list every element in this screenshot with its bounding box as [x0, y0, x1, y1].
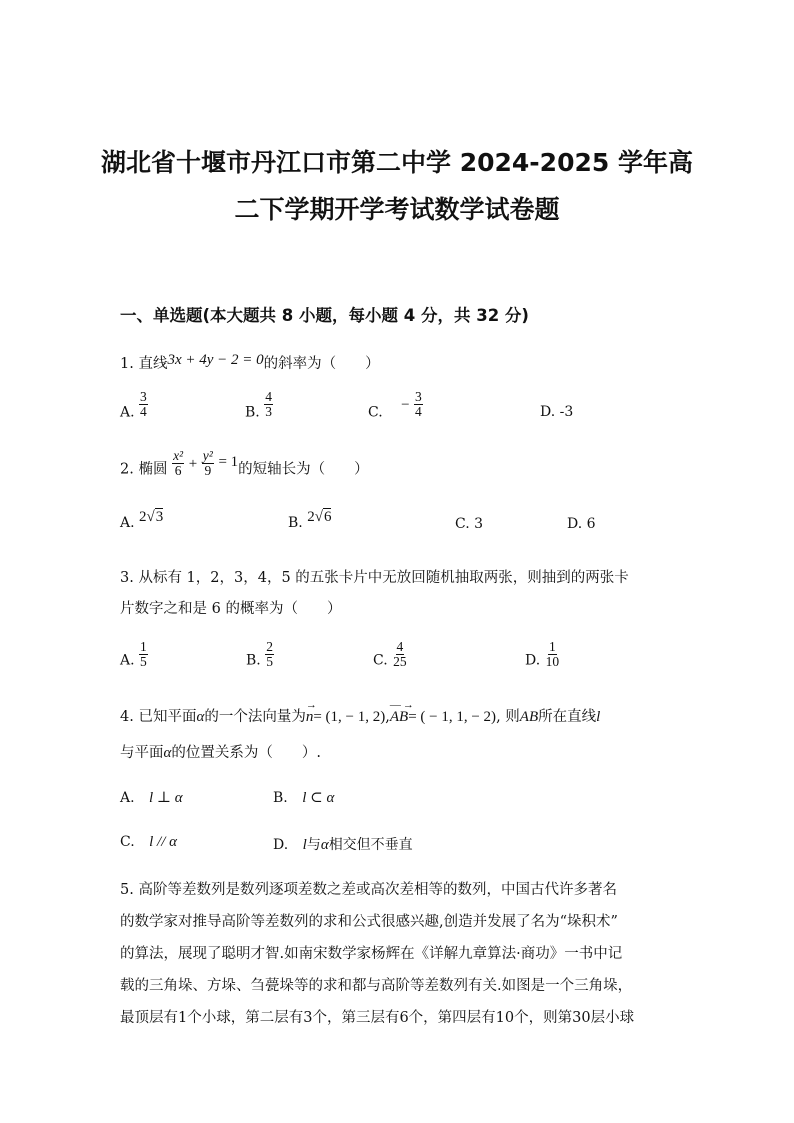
option-label: C.	[120, 834, 135, 850]
q1-option-c	[368, 389, 423, 427]
option-label: B.	[245, 404, 260, 421]
minus-sign: −	[401, 396, 410, 413]
question-3-line1: 3. 从标有 1，2，3，4，5 的五张卡片中无放回随机抽取两张，则抽到的两张卡	[120, 570, 629, 586]
q4-option-c	[120, 834, 177, 851]
q4-option-b	[273, 788, 334, 807]
q1-suffix: 的斜率为（ ）	[263, 356, 380, 372]
q1-option-b	[245, 389, 273, 427]
document-title-line1: 湖北省十堰市丹江口市第二中学 2024-2025 学年高	[101, 148, 693, 177]
line-l: l	[596, 709, 601, 725]
question-1	[120, 352, 380, 373]
q3-option-c	[373, 639, 408, 675]
alpha-symbol: α	[320, 837, 329, 853]
option-label: A.	[120, 652, 135, 669]
vector-ab-value: = ( − 1, 1, − 2)	[408, 709, 497, 725]
option-label: B.	[273, 790, 288, 806]
vector-n-value: = (1, − 1, 2)	[313, 709, 386, 725]
question-5-line4: 载的三角垛、方垛、刍甍垛等的求和都与高阶等差数列有关.如图是一个三角垛，	[120, 978, 633, 994]
question-4-line1	[120, 699, 601, 726]
q4-text: 与平面	[120, 745, 164, 761]
option-label: D.	[273, 837, 289, 853]
option-text: 相交但不垂直	[328, 837, 413, 853]
fraction: $\frac{4}{25}$	[393, 639, 407, 669]
q2-option-b	[288, 509, 332, 532]
q4-option-d	[273, 834, 413, 854]
q2-option-a	[120, 509, 164, 532]
option-expression: l ⊂ α	[302, 790, 335, 806]
question-3-line2: 片数字之和是 6 的概率为（ ）	[120, 601, 342, 617]
vector-n: → n	[305, 699, 317, 725]
alpha-symbol: α	[163, 745, 172, 761]
comma: ,	[385, 709, 390, 725]
q4-text: 的位置关系为（ ）.	[171, 745, 321, 761]
q3-option-a	[120, 639, 148, 675]
alpha-symbol: α	[196, 709, 205, 725]
q2-option-c: C. 3	[455, 516, 484, 532]
equals-one: = 1	[218, 453, 239, 470]
sqrt-expression: 2√3	[139, 509, 164, 525]
q2-prefix: 2. 椭圆	[120, 461, 168, 478]
vector-ab: —→ AB	[389, 699, 416, 725]
fraction: $\frac{4}{3}$	[265, 389, 272, 419]
question-2	[120, 448, 369, 484]
q4-text: 所在直线	[538, 709, 597, 725]
question-5-line2: 的数学家对推导高阶等差数列的求和公式很感兴趣,创造并发展了名为“垛积术”	[120, 914, 618, 930]
option-expression: l // α	[149, 834, 178, 850]
option-label: C.	[373, 652, 388, 669]
fraction-x2-over-6: $\frac{\text{x²}}{6}$	[173, 448, 184, 478]
q3-option-b	[246, 639, 274, 675]
option-label: A.	[120, 790, 135, 806]
document-title-line2: 二下学期开学考试数学试卷题	[234, 195, 560, 224]
option-expression: l ⊥ α	[149, 790, 183, 806]
fraction: $\frac{1}{10}$	[545, 639, 560, 669]
option-label: B.	[288, 515, 303, 531]
section-heading: 一、单选题(本大题共 8 小题，每小题 4 分，共 32 分)	[120, 306, 529, 325]
option-label: A.	[120, 515, 135, 531]
q4-text: , 则	[496, 709, 520, 725]
fraction: $\frac{2}{5}$	[266, 639, 273, 669]
q1-option-d: D. -3	[540, 404, 574, 420]
segment-ab: AB	[519, 709, 539, 725]
question-5-line3: 的算法，展现了聪明才智.如南宋数学家杨辉在《详解九章算法·商功》一书中记	[120, 946, 623, 962]
question-5-line5: 最顶层有1个小球，第二层有3个，第三层有6个，第四层有10个，则第30层小球	[120, 1010, 635, 1026]
option-label: A.	[120, 404, 135, 421]
q4-option-a	[120, 788, 183, 807]
q4-prefix: 4. 已知平面	[120, 709, 197, 725]
option-label: B.	[246, 652, 261, 669]
q1-option-a	[120, 389, 148, 427]
q2-suffix: 的短轴长为（ ）	[238, 461, 369, 478]
q1-equation: 3x + 4y − 2 = 0	[167, 352, 264, 368]
sqrt-expression: 2√6	[307, 509, 332, 525]
fraction: $\frac{1}{5}$	[140, 639, 147, 669]
q1-prefix: 1. 直线	[120, 356, 168, 372]
q4-text: 的一个法向量为	[204, 709, 306, 725]
q3-option-d	[525, 639, 560, 675]
fraction-y2-over-9: $\frac{\text{y²}}{9}$	[202, 448, 213, 478]
option-label: C.	[368, 404, 383, 421]
question-5-line1: 5. 高阶等差数列是数列逐项差数之差或高次差相等的数列，中国古代许多著名	[120, 882, 617, 898]
option-label: D.	[525, 652, 541, 669]
option-text: 与	[306, 837, 321, 853]
question-4-line2	[120, 741, 321, 762]
plus-sign: +	[188, 455, 198, 472]
fraction: $\frac{3}{4}$	[415, 389, 422, 419]
q2-option-d: D. 6	[567, 516, 596, 532]
line-l: l	[302, 837, 307, 853]
fraction: $\frac{3}{4}$	[140, 389, 147, 419]
